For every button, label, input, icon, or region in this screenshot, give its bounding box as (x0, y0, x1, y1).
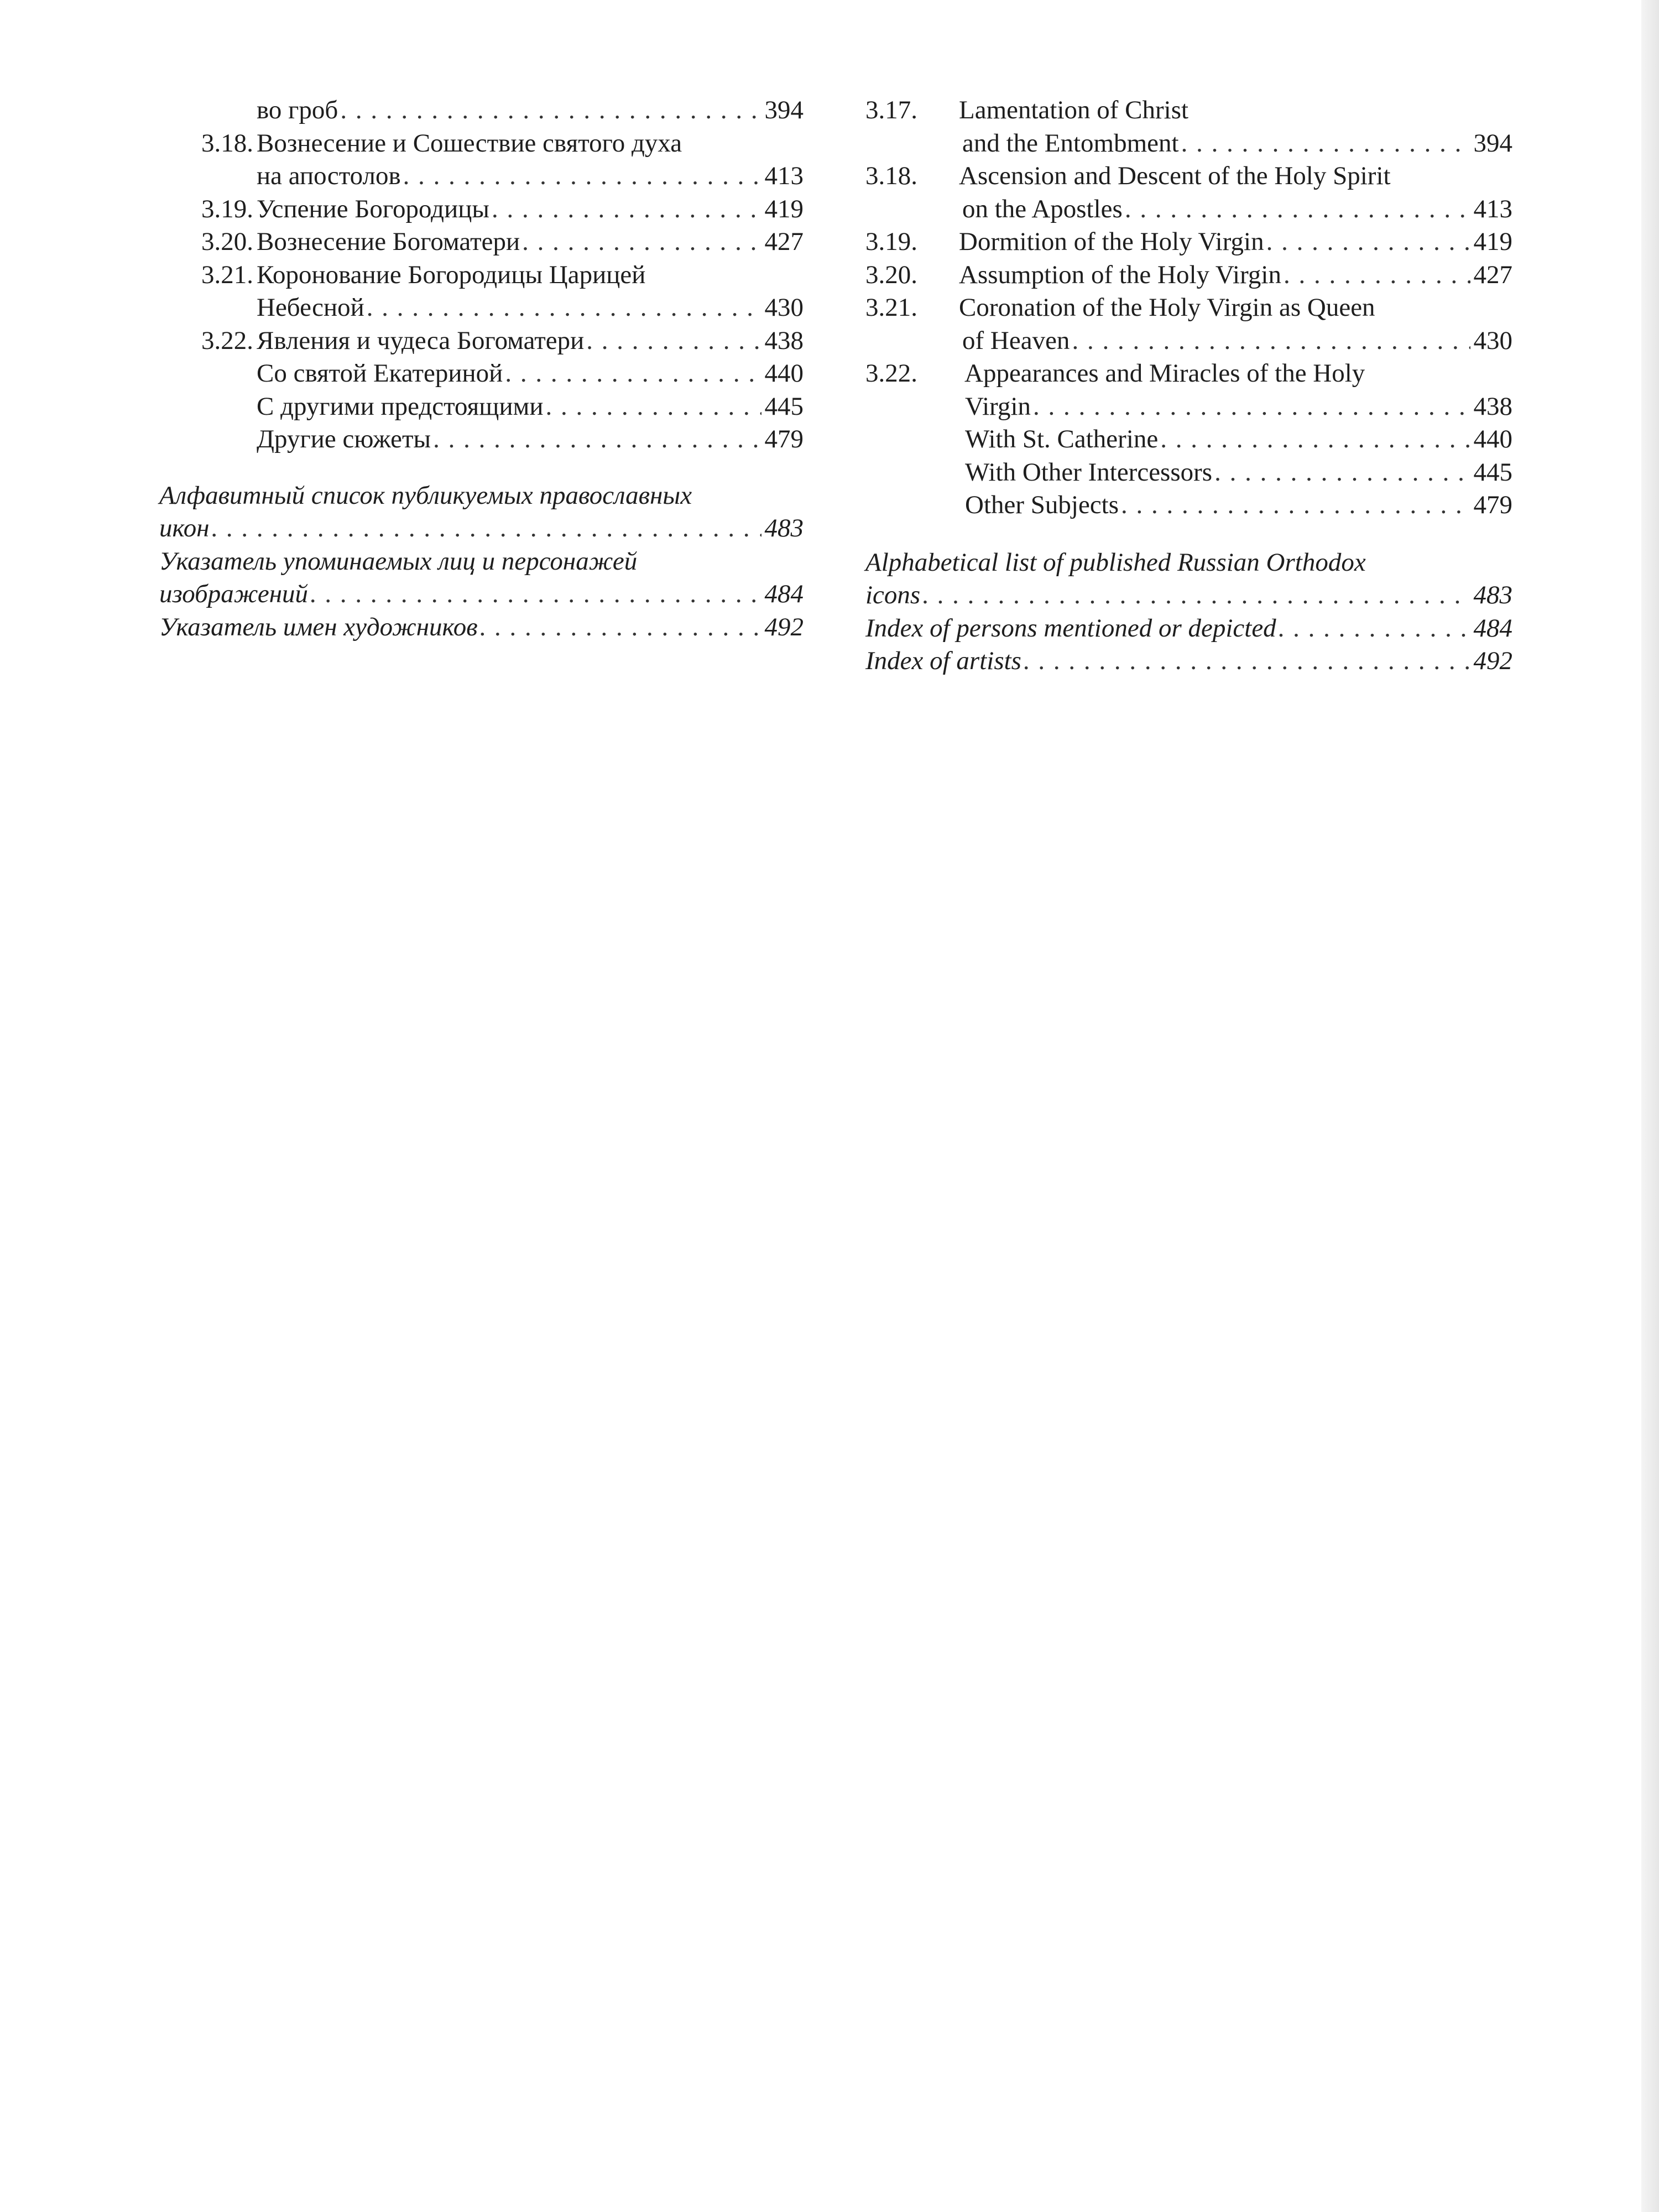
index-entry-title: Алфавитный список публикуемых православных (159, 481, 692, 510)
index-entry[interactable] (159, 611, 804, 644)
index-entry-title: icons (865, 581, 921, 609)
toc-entry-title: With St. Catherine (965, 425, 1159, 453)
index-page-number: 492 (1473, 646, 1512, 675)
dot-leader (1279, 612, 1470, 645)
toc-page-number: 419 (1473, 227, 1512, 256)
toc-subentry[interactable] (159, 357, 804, 390)
index-entry-title: Index of artists (865, 646, 1021, 675)
index-entry[interactable] (865, 546, 1512, 580)
toc-section-number: 3.20. (865, 260, 917, 289)
toc-entry-title: Ascension and Descent of the Holy Spirit (959, 161, 1391, 190)
toc-subentry[interactable] (865, 456, 1512, 489)
toc-entry-title: of Heaven (962, 326, 1070, 355)
toc-entry-title: on the Apostles (962, 194, 1123, 223)
index-entry-continuation[interactable] (865, 579, 1512, 612)
toc-section-number: 3.22. (201, 326, 253, 355)
toc-entry-title: Со святой Екатериной (257, 359, 503, 388)
dot-leader (1266, 226, 1470, 259)
toc-entry[interactable] (865, 357, 1512, 390)
toc-entry[interactable] (865, 226, 1512, 259)
toc-entry-title: Небесной (257, 293, 364, 322)
toc-section-number: 3.21. (865, 293, 917, 322)
toc-entry-title: С другими предстоящими (257, 392, 544, 421)
dot-leader (433, 423, 761, 456)
dot-leader (1214, 456, 1470, 489)
toc-entry[interactable] (865, 94, 1512, 127)
toc-entry-title: на апостолов (257, 161, 401, 190)
index-entry-continuation[interactable] (159, 578, 804, 611)
toc-entry-title: Lamentation of Christ (959, 96, 1189, 124)
toc-entry-title: Assumption of the Holy Virgin (959, 260, 1281, 289)
toc-section-number: 3.19. (201, 194, 253, 223)
toc-entry-title: Other Subjects (965, 491, 1119, 519)
toc-entry-continuation[interactable] (159, 160, 804, 193)
toc-section-number: 3.22. (865, 359, 917, 388)
dot-leader (505, 357, 761, 390)
toc-entry-title: Dormition of the Holy Virgin (959, 227, 1264, 256)
toc-page-number: 430 (1473, 326, 1512, 355)
toc-entry-title: Явления и чудеса Богоматери (257, 326, 585, 355)
toc-entry-title: Вознесение и Сошествие святого духа (257, 128, 682, 158)
index-list-russian (159, 479, 804, 644)
page-edge-shadow (1641, 0, 1659, 2212)
toc-section-number: 3.18. (201, 128, 253, 158)
dot-leader (1024, 645, 1470, 678)
toc-page-number: 440 (764, 359, 804, 388)
dot-leader (367, 291, 761, 325)
toc-page-number: 413 (764, 161, 804, 190)
dot-leader (1072, 325, 1470, 358)
toc-section-number: 3.19. (865, 227, 917, 256)
toc-entry-title: With Other Intercessors (965, 457, 1213, 487)
toc-entry-title: Coronation of the Holy Virgin as Queen (959, 293, 1375, 322)
index-page-number: 484 (764, 580, 804, 608)
toc-entry[interactable] (159, 325, 804, 358)
toc-entry-title: Другие сюжеты (257, 425, 431, 453)
dot-leader (922, 579, 1470, 612)
toc-entry-title: and the Entombment (962, 128, 1179, 158)
index-entry-title: икон (159, 514, 210, 542)
index-page-number: 492 (764, 612, 804, 641)
toc-entry[interactable] (865, 259, 1512, 292)
toc-page-number: 430 (764, 293, 804, 322)
toc-subentry[interactable] (159, 390, 804, 424)
index-entry[interactable] (159, 545, 804, 578)
index-page-number: 483 (1473, 581, 1512, 609)
toc-entry-continuation[interactable] (865, 193, 1512, 226)
index-entry-title: Указатель упоминаемых лиц и персонажей (159, 546, 638, 576)
toc-entry[interactable] (159, 94, 804, 127)
toc-subentry[interactable] (865, 489, 1512, 522)
toc-page-number: 427 (1473, 260, 1512, 289)
index-entry-title: Указатель имен художников (159, 612, 478, 641)
index-page-number: 483 (764, 514, 804, 542)
dot-leader (340, 94, 761, 127)
toc-entry-continuation[interactable] (159, 291, 804, 325)
toc-page-number: 440 (1473, 425, 1512, 453)
toc-subentry[interactable] (159, 423, 804, 456)
toc-section-number: 3.21. (201, 260, 253, 289)
dot-leader (1121, 489, 1470, 522)
toc-page-number: 479 (1473, 491, 1512, 519)
toc-page-number: 445 (764, 392, 804, 421)
toc-entry-title: Успение Богородицы (257, 194, 489, 223)
index-entry[interactable] (159, 479, 804, 513)
toc-page-number: 445 (1473, 457, 1512, 487)
toc-entry[interactable] (159, 127, 804, 160)
toc-section-number: 3.20. (201, 227, 253, 256)
dot-leader (1284, 259, 1470, 292)
index-page-number: 484 (1473, 613, 1512, 643)
index-entry[interactable] (865, 645, 1512, 678)
toc-subentry[interactable] (865, 423, 1512, 456)
index-entry-title: изображений (159, 580, 309, 608)
toc-entry-title: Коронование Богородицы Царицей (257, 260, 646, 289)
dot-leader (480, 611, 761, 644)
dot-leader (586, 325, 761, 358)
toc-page-number: 394 (764, 96, 804, 124)
index-entry-continuation[interactable] (159, 512, 804, 545)
dot-leader (492, 193, 761, 226)
toc-page-number: 419 (764, 194, 804, 223)
dot-leader (1181, 127, 1470, 160)
toc-page-number: 413 (1473, 194, 1512, 223)
toc-entry[interactable] (865, 160, 1512, 193)
toc-entry[interactable] (159, 193, 804, 226)
index-entry-title: Alphabetical list of published Russian Orthodox (865, 547, 1366, 577)
toc-entry[interactable] (159, 226, 804, 259)
toc-page-number: 479 (764, 425, 804, 453)
toc-page-number: 438 (1473, 392, 1512, 421)
dot-leader (546, 390, 761, 424)
dot-leader (1160, 423, 1470, 456)
toc-column-english (865, 94, 1512, 678)
toc-entry-continuation[interactable] (865, 127, 1512, 160)
toc-entry-title: Appearances and Miracles of the Holy (964, 359, 1365, 388)
toc-entry[interactable] (865, 291, 1512, 325)
toc-entry-title: во гроб (257, 96, 338, 124)
toc-section-number: 3.18. (865, 161, 917, 190)
toc-section-number: 3.17. (865, 96, 917, 124)
toc-page-number: 438 (764, 326, 804, 355)
toc-page-number: 427 (764, 227, 804, 256)
toc-page-number: 394 (1473, 128, 1512, 158)
toc-entry-title: Вознесение Богоматери (257, 227, 520, 256)
dot-leader (212, 512, 761, 545)
dot-leader (1125, 193, 1470, 226)
toc-entry-continuation[interactable] (865, 390, 1512, 424)
dot-leader (522, 226, 761, 259)
index-list-english (865, 546, 1512, 678)
toc-entry-title: Virgin (965, 392, 1031, 421)
index-entry-title: Index of persons mentioned or depicted (865, 613, 1276, 643)
dot-leader (310, 578, 761, 611)
toc-entry[interactable] (159, 259, 804, 292)
dot-leader (403, 160, 761, 193)
toc-column-russian (159, 94, 804, 644)
toc-entry-continuation[interactable] (865, 325, 1512, 358)
dot-leader (1033, 390, 1470, 424)
index-entry[interactable] (865, 612, 1512, 645)
